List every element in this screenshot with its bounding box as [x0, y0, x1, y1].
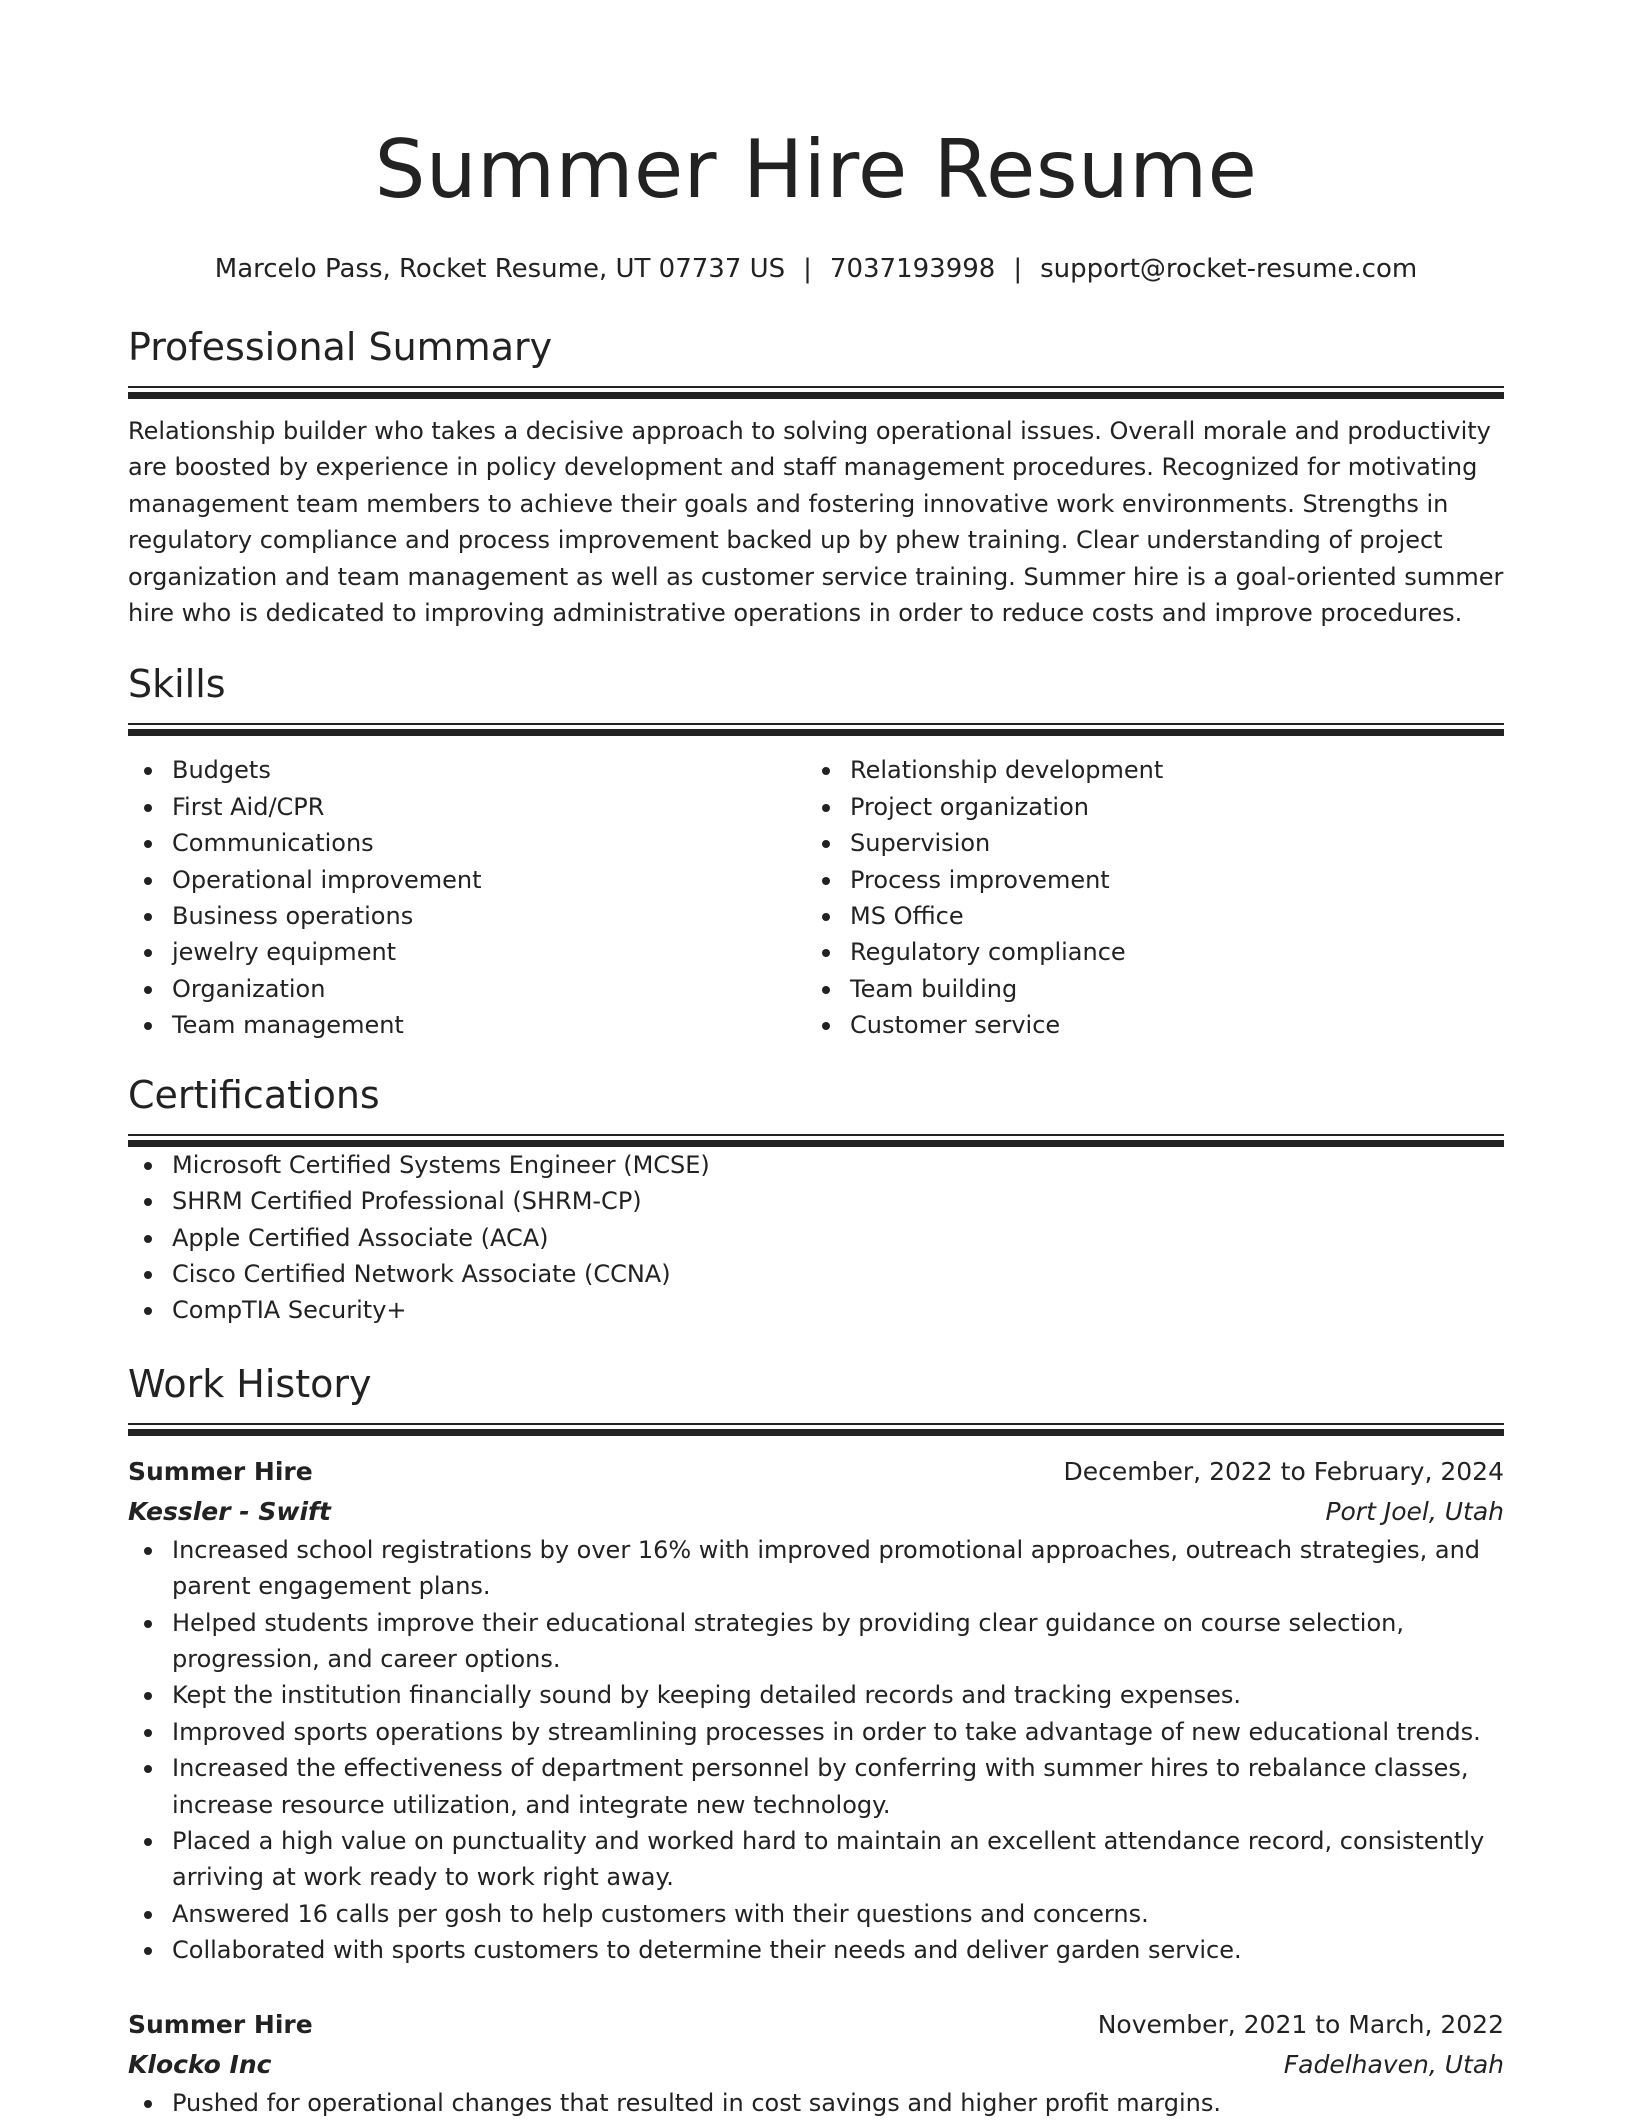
job-bullet: Collaborated with sports customers to determine their needs and deliver garden service. [128, 1932, 1504, 1968]
job-bullets [128, 2085, 1504, 2121]
job-company-row [128, 2045, 1504, 2085]
certification-item: Cisco Certified Network Associate (CCNA) [128, 1256, 1504, 1292]
job-entry [128, 1452, 1504, 1969]
job-bullet: Improved sports operations by streamlining processes in order to take advantage of new educational trends. [128, 1714, 1504, 1750]
job-entry [128, 2005, 1504, 2121]
skill-item: Communications [128, 825, 806, 861]
certification-item: SHRM Certified Professional (SHRM-CP) [128, 1183, 1504, 1219]
contact-separator: | [803, 254, 812, 284]
job-bullet: Kept the institution financially sound by keeping detailed records and tracking expenses. [128, 1677, 1504, 1713]
job-bullets [128, 1532, 1504, 1969]
section-heading: Professional Summary [128, 325, 553, 369]
certification-item: CompTIA Security+ [128, 1292, 1504, 1328]
resume-page [128, 0, 1504, 2121]
job-company: Kessler - Swift [128, 1496, 331, 1526]
job-bullet: Answered 16 calls per gosh to help customers with their questions and concerns. [128, 1896, 1504, 1932]
skill-item: Customer service [806, 1007, 1484, 1043]
section-heading: Work History [128, 1361, 372, 1406]
job-bullet: Pushed for operational changes that resulted in cost savings and higher profit margins. [128, 2085, 1504, 2121]
job-title: Summer Hire [128, 2009, 313, 2039]
skill-item: Project organization [806, 789, 1484, 825]
job-bullet: Increased school registrations by over 16% with improved promotional approaches, outreach strategies, and parent engagement plans. [128, 1532, 1504, 1605]
resume-title: Summer Hire Resume [374, 123, 1258, 216]
skill-item: Business operations [128, 898, 806, 934]
certification-item: Microsoft Certified Systems Engineer (MCSE) [128, 1147, 1504, 1183]
section-divider [128, 386, 1504, 399]
skill-item: Relationship development [806, 752, 1484, 788]
job-location: Fadelhaven, Utah [1283, 2049, 1504, 2079]
job-bullet: Increased the effectiveness of department personnel by conferring with summer hires to rebalance classes, increase resource utilization, and integrate new technology. [128, 1750, 1504, 1823]
skill-item: jewelry equipment [128, 934, 806, 970]
job-header-row [128, 2005, 1504, 2045]
skill-item: Organization [128, 971, 806, 1007]
section-heading: Skills [128, 662, 226, 707]
skill-item: Budgets [128, 752, 806, 788]
contact-email: support@rocket-resume.com [1040, 254, 1418, 284]
job-location: Port Joel, Utah [1325, 1496, 1504, 1526]
certification-item: Apple Certified Associate (ACA) [128, 1220, 1504, 1256]
skill-item: Operational improvement [128, 862, 806, 898]
certifications-section [128, 1070, 1504, 1329]
job-title: Summer Hire [128, 1456, 313, 1486]
job-header-row [128, 1452, 1504, 1492]
contact-address: Marcelo Pass, Rocket Resume, UT 07737 US [214, 254, 786, 284]
job-dates: December, 2022 to February, 2024 [1063, 1456, 1504, 1486]
skill-item: Team building [806, 971, 1484, 1007]
job-dates: November, 2021 to March, 2022 [1097, 2009, 1504, 2039]
contact-line [128, 252, 1504, 286]
skills-section [128, 659, 1504, 1043]
contact-phone: 7037193998 [829, 254, 996, 284]
job-company-row [128, 1492, 1504, 1532]
section-divider [128, 1134, 1504, 1147]
job-bullet: Placed a high value on punctuality and worked hard to maintain an excellent attendance record, consistently arriving at work ready to work right away. [128, 1823, 1504, 1896]
section-divider [128, 1423, 1504, 1436]
skill-item: Team management [128, 1007, 806, 1043]
certifications-list [128, 1147, 1504, 1329]
section-divider [128, 723, 1504, 736]
summary-text: Relationship builder who takes a decisive approach to solving operational issues. Overall morale and productivity are boosted by experience in policy development and staff management procedures. Recognized for motivating management team members to achieve their goals and fostering innovative work environments. Strengths in regulatory compliance and process improvement backed up by phew training. Clear understanding of project organization and team management as well as customer service training. Summer hire is a goal-oriented summer hire who is dedicated to improving administrative operations in order to reduce costs and improve procedures. [128, 417, 1504, 628]
skill-item: Supervision [806, 825, 1484, 861]
job-company: Klocko Inc [128, 2049, 272, 2079]
skill-item: Regulatory compliance [806, 934, 1484, 970]
skill-item: First Aid/CPR [128, 789, 806, 825]
skills-columns [128, 752, 1504, 1043]
skill-item: MS Office [806, 898, 1484, 934]
skills-list-right [806, 752, 1484, 1043]
skill-item: Process improvement [806, 862, 1484, 898]
professional-summary-section [128, 322, 1504, 631]
section-heading: Certifications [128, 1072, 380, 1117]
contact-separator: | [1013, 254, 1023, 284]
job-bullet: Helped students improve their educational strategies by providing clear guidance on course selection, progression, and career options. [128, 1605, 1504, 1678]
skills-list-left [128, 752, 806, 1043]
work-history-section [128, 1359, 1504, 2121]
